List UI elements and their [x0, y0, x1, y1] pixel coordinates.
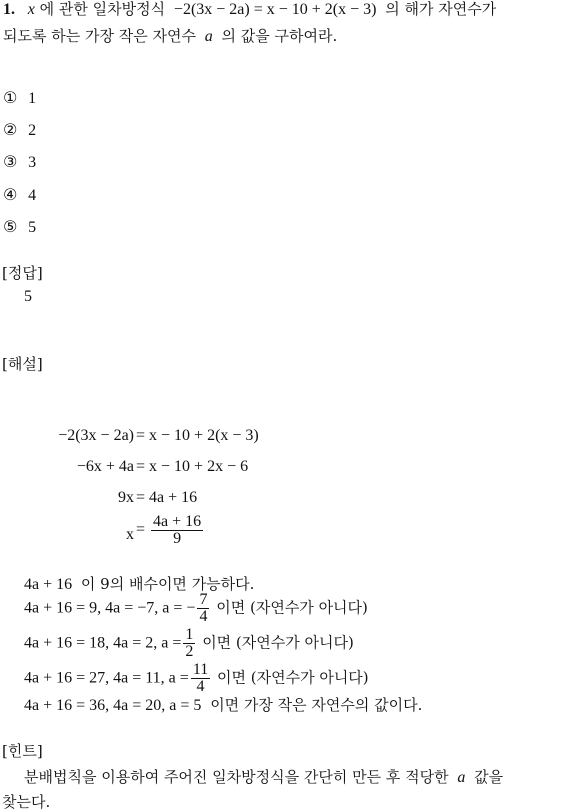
question-text-3: 되도록 하는 가장 작은 자연수 [3, 27, 196, 45]
fraction [191, 662, 210, 695]
solution-case-4 [24, 694, 422, 715]
question-var-x: x [27, 1, 35, 18]
solution-step-4-lhs: x [126, 526, 134, 543]
question-text-4: 의 값을 구하여라. [221, 27, 338, 45]
fraction-denominator: 4 [199, 608, 208, 625]
solution-case-1 [24, 592, 368, 625]
solution-case-3 [24, 662, 369, 695]
choice-4[interactable] [3, 185, 36, 205]
answer-label: [정답] [2, 264, 43, 282]
solution-case-2 [24, 627, 354, 660]
choice-marker: ⑤ [3, 217, 18, 236]
question-line-1 [3, 0, 496, 21]
fraction-numerator: 4a + 16 [153, 513, 202, 530]
hint-text-1: 분배법칙을 이용하여 주어진 일차방정식을 간단히 만든 후 적당한 [24, 768, 449, 786]
question-number: 1. [3, 1, 15, 18]
hint-text-2: 값을 [474, 768, 504, 786]
hint-line-1 [24, 766, 503, 787]
solution-step-1-rhs: = x − 10 + 2(x − 3) [136, 427, 259, 444]
choice-value: 2 [28, 122, 37, 139]
equals-sign: = [136, 521, 146, 539]
solution-step-3-lhs: 9x [118, 489, 134, 506]
question-text-1: 에 관한 일차방정식 [39, 0, 166, 18]
choice-marker: ④ [3, 185, 18, 204]
fraction [183, 627, 195, 660]
choice-2[interactable] [3, 120, 36, 140]
note-text: 이 9의 배수이면 가능하다. [80, 575, 255, 593]
question-equation: −2(3x − 2a) = x − 10 + 2(x − 3) [173, 1, 377, 18]
choice-5[interactable] [3, 217, 36, 237]
fraction [151, 514, 203, 547]
solution-step-2-rhs: = x − 10 + 2x − 6 [136, 458, 249, 475]
hint-var-a: a [457, 769, 466, 786]
fraction-numerator: 11 [192, 661, 209, 678]
question-var-a: a [204, 28, 213, 45]
solution-step-2-lhs: −6x + 4a [76, 458, 134, 475]
solution-label: [해설] [2, 355, 43, 373]
answer-value: 5 [24, 288, 32, 305]
choice-marker: ② [3, 120, 18, 139]
case-text: 이면 가장 작은 자연수의 값이다. [210, 696, 423, 714]
choice-value: 5 [28, 219, 37, 236]
case-text: 이면 (자연수가 아니다) [217, 668, 369, 687]
solution-step-1-lhs: −2(3x − 2a) [58, 427, 134, 444]
solution-note [24, 573, 254, 594]
case-math: 4a + 16 = 18, 4a = 2, a = [24, 634, 182, 652]
case-text: 이면 (자연수가 아니다) [216, 598, 368, 617]
fraction-numerator: 7 [199, 591, 208, 608]
choice-value: 3 [28, 154, 37, 171]
case-math: 4a + 16 = 27, 4a = 11, a = [24, 669, 189, 687]
fraction-denominator: 2 [185, 643, 194, 660]
choice-value: 1 [28, 90, 37, 107]
choice-value: 4 [28, 187, 37, 204]
choice-marker: ③ [3, 152, 18, 171]
note-math: 4a + 16 [24, 576, 73, 593]
fraction-numerator: 1 [185, 626, 194, 643]
solution-step-3-rhs: = 4a + 16 [136, 489, 198, 506]
fraction [197, 592, 209, 625]
choice-3[interactable] [3, 152, 36, 172]
choice-1[interactable] [3, 88, 36, 108]
case-math: 4a + 16 = 36, 4a = 20, a = 5 [24, 697, 202, 714]
question-text-2: 의 해가 자연수가 [385, 0, 497, 18]
question-line-2 [3, 25, 337, 48]
choice-marker: ① [3, 88, 18, 107]
case-text: 이면 (자연수가 아니다) [202, 633, 354, 652]
fraction-denominator: 4 [191, 678, 210, 695]
hint-label: [힌트] [2, 742, 43, 760]
solution-step-4-rhs [136, 514, 205, 547]
hint-line-2: 찾는다. [2, 793, 51, 811]
case-math: 4a + 16 = 9, 4a = −7, a = − [24, 599, 196, 617]
fraction-denominator: 9 [151, 530, 203, 547]
